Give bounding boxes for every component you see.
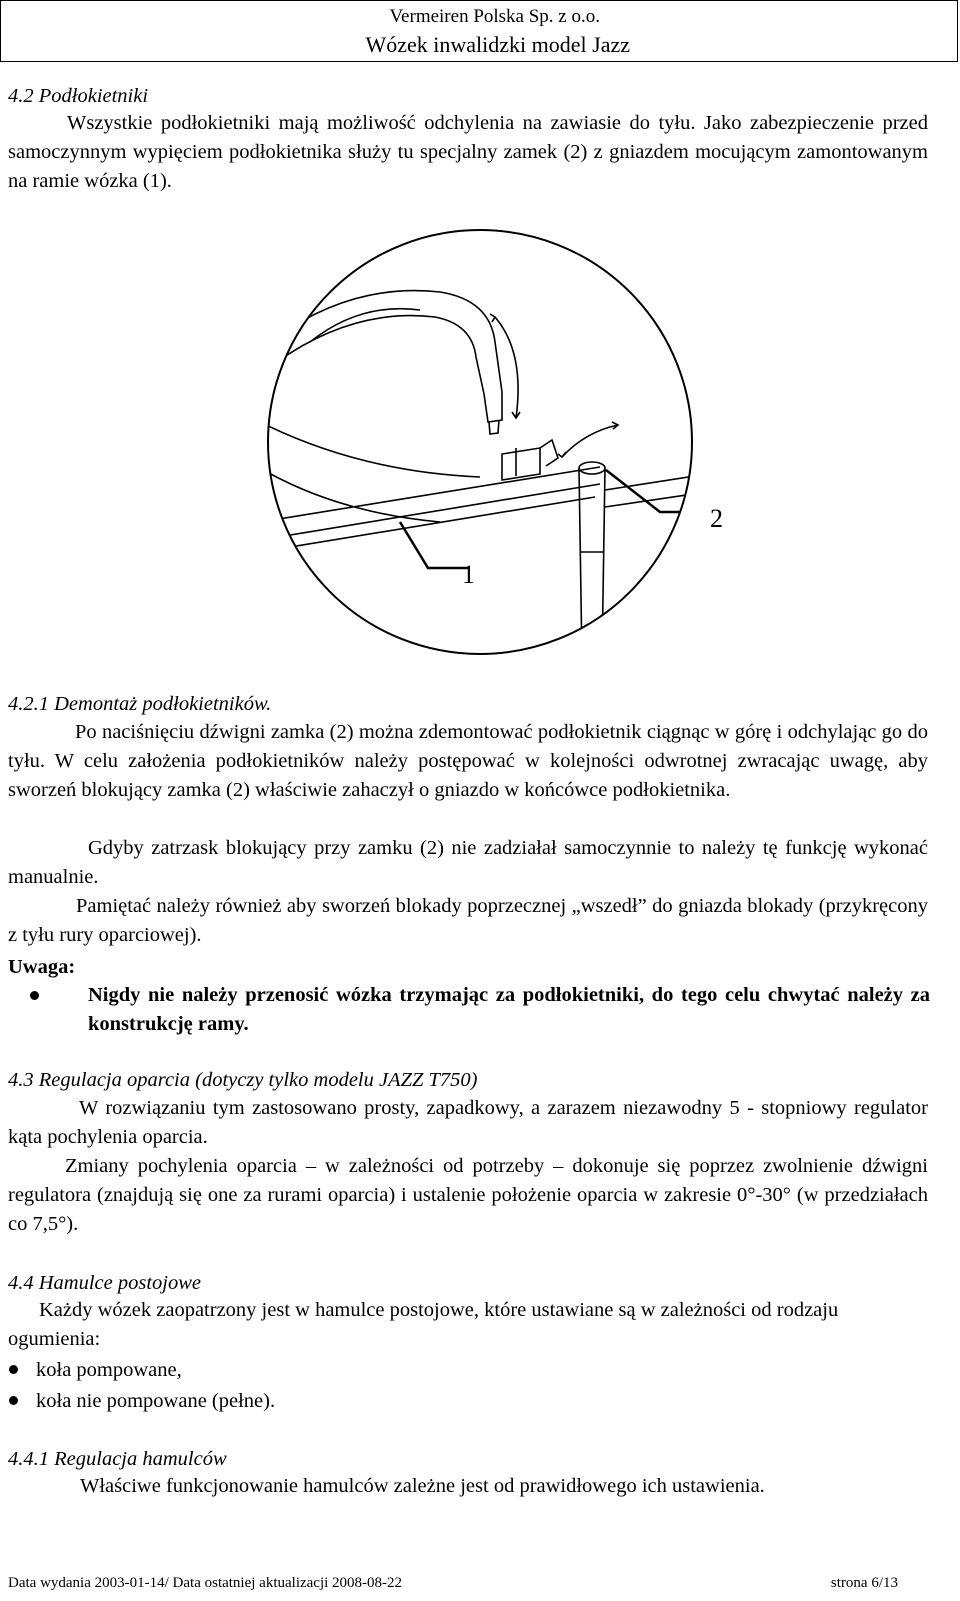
footer-dates: Data wydania 2003-01-14/ Data ostatniej aktualizacji 2008-08-22 [8, 1575, 403, 1591]
section-4-4-paragraph: Każdy wózek zaopatrzony jest w hamulce postojowe, które ustawiane są w zależności od rodzaju ogumienia: [8, 1299, 839, 1350]
section-4-2-1-paragraph-2: Gdyby zatrzask blokujący przy zamku (2) nie zadziałał samoczynnie to należy tę funkcję wykonać manualnie. [8, 837, 928, 888]
header-model: Wózek inwalidzki model Jazz [365, 32, 630, 57]
warning-label: Uwaga: [8, 956, 76, 978]
page-header [0, 0, 958, 62]
list-item: koła nie pompowane (pełne). [36, 1390, 276, 1412]
footer-page-number: strona 6/13 [830, 1575, 898, 1591]
section-heading-4-2: 4.2 Podłokietniki [8, 85, 149, 107]
armrest-figure [240, 222, 723, 662]
section-4-3-paragraph-2: Zmiany pochylenia oparcia – w zależności od potrzeby – dokonuje się poprzez zwolnienie dźwigni regulatora (znajdują się one za rurami oparcia) i ustalenie położenie oparcia w zakresie 0°-30° (w przedziałach co 7,5°). [8, 1155, 928, 1235]
header-company: Vermeiren Polska Sp. z o.o. [389, 6, 600, 27]
section-4-2-1-paragraph-1: Po naciśnięciu dźwigni zamka (2) można zdemontować podłokietnik ciągnąc w górę i odchylając go do tyłu. W celu założenia podłokietników należy postępować w kolejności odwrotnej zwracając uwagę, aby sworzeń blokujący zamka (2) właściwie zahaczył o gniazdo w końcówce podłokietnika. [8, 721, 928, 801]
list-item: koła pompowane, [36, 1359, 182, 1381]
section-4-2-1-paragraph-3: Pamiętać należy również aby sworzeń blokady poprzecznej „wszedł” do gniazda blokady (przykręcony z tyłu rury oparciowej). [8, 895, 928, 946]
warning-bullet [30, 991, 39, 1000]
section-heading-4-4-1: 4.4.1 Regulacja hamulców [8, 1448, 227, 1470]
section-heading-4-3: 4.3 Regulacja oparcia (dotyczy tylko modelu JAZZ T750) [8, 1069, 478, 1091]
warning-text: Nigdy nie należy przenosić wózka trzymając za podłokietniki, do tego celu chwytać należy za konstrukcję ramy. [88, 984, 930, 1035]
list-bullet [9, 1396, 18, 1405]
section-heading-4-2-1: 4.2.1 Demontaż podłokietników. [8, 693, 272, 715]
list-bullet [9, 1365, 18, 1374]
figure-label-2: 2 [710, 504, 723, 533]
section-heading-4-4: 4.4 Hamulce postojowe [8, 1272, 202, 1294]
section-4-2-paragraph: Wszystkie podłokietniki mają możliwość odchylenia na zawiasie do tyłu. Jako zabezpieczenie przed samoczynnym wypięciem podłokietnika służy tu specjalny zamek (2) z gniazdem mocującym zamontowanym na ramie wózka (1). [8, 112, 928, 192]
section-4-4-1-paragraph: Właściwe funkcjonowanie hamulców zależne jest od prawidłowego ich ustawienia. [80, 1475, 765, 1497]
section-4-3-paragraph-1: W rozwiązaniu tym zastosowano prosty, zapadkowy, a zarazem niezawodny 5 - stopniowy regulator kąta pochylenia oparcia. [8, 1097, 928, 1148]
figure-label-1: 1 [462, 560, 475, 589]
